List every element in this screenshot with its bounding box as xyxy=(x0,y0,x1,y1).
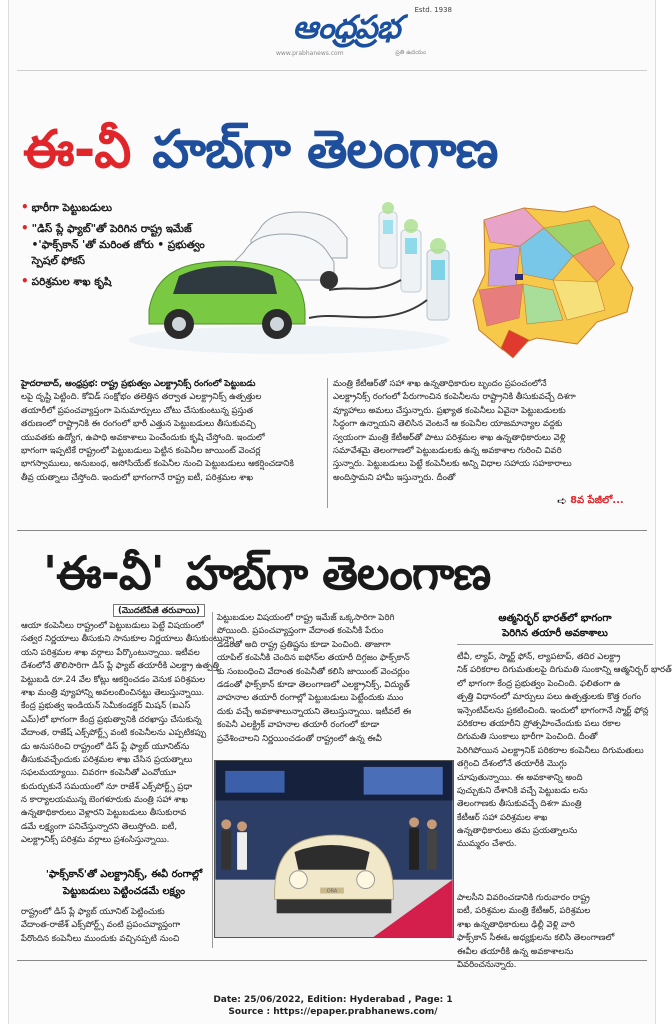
article-text-line: తీవ్ర యత్నాలు చేస్తోంది. ఇందులో భాగంగానే రాష్ట్ర ఐటీ, పరిశ్రమల శాఖ xyxy=(21,472,254,483)
sidebar-text-line xyxy=(457,879,653,892)
logo-tagline-right: ప్రతి ఉదయం xyxy=(395,49,426,56)
article-text-line: భాగంగా ఇప్పటికే రాష్ట్రంలో పెట్టుబడులు పెట్టిన కంపెనీల జాయింట్ వెంచర్ల xyxy=(21,445,261,456)
bullet-dot-icon: • xyxy=(21,274,29,288)
telangana-map-icon xyxy=(473,206,633,358)
masthead-logo[interactable] xyxy=(246,6,452,57)
article-text-line: కేంద్ర ప్రభుత్వ ఇండియన్ సెమీకండక్టర్ మిషన్ (ఐఎస్ xyxy=(21,701,191,712)
sidebar-text-line: చూపుతున్నాయి. ఈ అవకాశాన్ని అంది xyxy=(457,772,583,783)
sidebar-text-line: తెలంగాణకు తీసుకువచ్చే దిశగా మంత్రి xyxy=(457,799,582,810)
page-footer xyxy=(9,994,657,1018)
article-text-line: డమే లక్ష్యంగా పనిచేస్తున్నారని తెలుస్తోంది. ఐటీ, xyxy=(21,821,178,832)
article-text-line: డడంతో ఫాక్స్‌కాన్ కూడా తెలంగాణలో ఎలక్ట్రానిక్స్, విద్యుత్ xyxy=(217,679,410,690)
sidebar-text-line: శాఖ ఉన్నతాధికారులు ఢిల్లీ వెళ్లి వారి xyxy=(457,919,575,930)
sidebar-text-line: ఫాక్స్‌కాన్ సీఈఓ అధ్యక్షులను కలిసి తెలంగాణలో xyxy=(457,933,615,944)
article-text-line: ఉన్నతాధికారులు వెళ్లారని పెట్టుబడులు తీసుకురావ xyxy=(21,808,187,819)
article-text-line: యువతకు ఉద్యోగ, ఉపాధి అవకాశాలు పెంచేందుకు కృషి చేస్తోంది. ఇందులో xyxy=(21,432,265,443)
bullet-dot-icon: • xyxy=(21,221,29,235)
sidebar-text-line: లో భాగంగా కేంద్ర ప్రభుత్వం పెంచింది. ఫలితంగా ఉ xyxy=(457,678,621,689)
article-text-line: సమావేశమై తెలంగాణలో పెట్టుబడులకు ఉన్న అవకాశాల గురించి వివరి xyxy=(333,445,562,456)
sidebar-text-line: వివరించనున్నారు. xyxy=(457,959,517,970)
article-text-line: మంత్రి కేటీఆర్‌తో సహా శాఖ ఉన్నతాధికారుల బృందం ప్రపంచంలోనే xyxy=(333,379,547,389)
article-text-line: ప్రవేశించాలని నిర్ణయించడంతో రాష్ట్రంలో ఉన్న ఈవీ xyxy=(217,733,382,744)
article-text-line: దుకు వచ్చే అవకాశాలున్నాయని తెలుస్తున్నాయి. ఇటీవలే ఈ xyxy=(217,706,412,717)
sidebar-text-line: ఐటీ, పరిశ్రమల మంత్రి కేటీఆర్, పరిశ్రమల xyxy=(457,906,591,917)
article-text-line: కుదుర్చుకునే సమయంలో నూ రాజేశ్ ఎక్స్‌పోర్ట్స్ ప్రధా xyxy=(21,781,193,792)
hero-illustration xyxy=(139,190,659,360)
article-text-line: డు అనుసరించి రాష్ట్రంలో డిస్ ప్లే ఫ్యాబ్ యూనిట్‌ను xyxy=(21,741,190,752)
article-text-line: లపై దృష్టి పెట్టింది. కోవిడ్ సంక్షోభం తలెత్తిన తర్వాత ఎలక్ట్రానిక్స్ ఉత్పత్తుల xyxy=(21,392,262,403)
sidebar-text-line: పుచ్చుకుని దేశానికి వచ్చే పెట్టుబడు లను xyxy=(457,785,588,796)
headline2-ev: 'ఈ-వీ' xyxy=(43,546,164,600)
column-divider xyxy=(212,612,213,948)
article-text-line: న కార్యాలయమున్న బెంగళూరుకు మంత్రి సహా శాఖ xyxy=(21,795,188,806)
sidebar-heading: ఆత్మనిర్భర్ భారత్‌లో భాగంగా పెరిగిన తయారీ అవకాశాలు xyxy=(457,611,653,645)
sidebar-text-line: టీవీ, ల్యాప్, స్మార్ట్ ఫోన్, ల్యాపటాప్, తదిర ఎలక్ట్రా xyxy=(457,652,621,662)
headline2-hub-telangana: హబ్‌గా తెలంగాణ xyxy=(185,546,491,600)
main-headline xyxy=(23,120,643,192)
footer-divider xyxy=(17,960,647,961)
sidebar-text-line: ఉన్నతాధికారులు తమ ప్రయత్నాలను xyxy=(457,826,578,837)
article-text-line: ఆయా కంపెనీలు రాష్ట్రంలో పెట్టుబడులు పెట్టే విషయంలో xyxy=(21,621,204,631)
cream-car-icon xyxy=(275,835,394,913)
sidebar-text-line xyxy=(457,852,653,865)
article-text-line: పోయింది. ప్రపంచవ్యాప్తంగా వేదాంత కంపెనీకి పేరుం xyxy=(217,626,384,637)
headline-hub-telangana: హబ్‌గా తెలంగాణ xyxy=(152,119,498,180)
arrow-right-icon: ➪ xyxy=(557,494,568,508)
masthead xyxy=(9,0,657,68)
sidebar-body xyxy=(457,651,672,972)
bullet-item: • భారీగా పెట్టుబడులు xyxy=(21,200,113,214)
bullet-item: • పరిశ్రమల శాఖ కృషి xyxy=(21,274,112,288)
continued-on-page[interactable] xyxy=(557,494,624,508)
ev-car-photo xyxy=(214,760,454,938)
continued-from-byline: (మొదటిపేజీ తరువాయి) xyxy=(113,604,205,617)
logo-text: ఆంధ్రప్రభ xyxy=(292,8,400,46)
article-text-line: వాహనాల తయారీ రంగాల్లో పెట్టుబడులు పెట్టేందుకు ముం xyxy=(217,693,404,704)
article2-column-1-continued xyxy=(21,906,209,946)
article-text-line: ఎలక్ట్రానిక్స్ రంగంలో పేరుగాంచిన కంపెనీలను రాష్ట్రానికి తీసుకువచ్చే దిశగా xyxy=(333,392,576,403)
sidebar-text-line: ఇన్సెంటివ్‌లను ప్రకటించింది. ఇందులో భాగంగానే స్మార్ట్ ఫోన్ల xyxy=(457,705,649,716)
article-text-line: కంపెనీ ఎలక్ట్రిక్ వాహనాల తయారీ రంగంలో కూడా xyxy=(217,720,380,731)
article-text-line: సత్వర నిర్ణయాలు తీసుకుని సానుకూల నిర్ణయాలు తీసుకుంటున్నా xyxy=(21,634,235,645)
article-text-line: శాఖ మంత్రి వ్యూహాన్ని అవలంబించినట్టు తెలుస్తున్నాయి. xyxy=(21,687,205,698)
bullet-item: • "డిస్ ప్లే ఫ్యాబ్"తో పెరిగిన రాష్ట్ర ఇమేజ్ •'ఫాక్స్‌కాన్ 'తో మరింత జోరు • ప్రభుత్వం స్పెషల్ ఫోకస్ xyxy=(21,221,205,267)
article-text-line: దేశంలోనే తొలిసారిగా డిస్ ప్లే ఫ్యాబ్ తయారీకి ఎలక్ట్రా ఉత్పత్తి xyxy=(21,661,220,672)
article2-column-2 xyxy=(217,612,453,746)
article2-column-1 xyxy=(21,620,235,848)
article-text-line: ఎమ్)లో భాగంగా కేంద్ర ప్రభుత్వానికి దరఖాస్తు చేసుకున్న xyxy=(21,714,202,725)
sidebar-box xyxy=(457,611,672,981)
source-link[interactable]: Source : https://epaper.prabhanews.com/ xyxy=(228,1007,438,1017)
sidebar-text-line: త్పత్తి విధానంలో మార్పులు పలు ఉత్పత్తులకు కొత్త రంగం xyxy=(457,692,641,703)
article-text-line: డడంతో అది రాష్ట్ర ప్రతిష్టను కూడా పెంచింది. తాజాగా xyxy=(217,639,391,650)
column-divider xyxy=(327,378,328,508)
article-text-line: పెట్టుబడుల విషయంలో రాష్ట్ర ఇమేజ్ ఒక్కసారిగా పెరిగి xyxy=(217,613,395,623)
headline-ev: ఈ-వీ xyxy=(23,119,131,180)
article-text-line: వ్యూహాలు అమలు చేస్తున్నారు. ప్రఖ్యాత కంపెనీలు ఏవైనా పెట్టుబడులకు xyxy=(333,405,566,416)
article-text-line: పేరొందిన కంపెనీలు ముందుకు వచ్చినప్పటి నుంచి xyxy=(21,933,180,944)
article2-subheading: 'ఫాక్స్‌కాన్'తో ఎలక్ట్రానిక్స్, ఈవీ రంగాల్లో పెట్టుబడులు పెట్టించడమే లక్ష్యం xyxy=(45,869,203,897)
article-text-line: ఎలక్ట్రానిక్స్ పరిశ్రమ వర్గాలు ప్రశంసిస్తున్నాయి. xyxy=(21,835,170,846)
article-text-line: యాపిల్ కంపెనీకి చెందిన ఐఫోన్‌ల తయారీ దిగ్గజం ఫాక్స్‌కాన్ xyxy=(217,653,410,664)
sidebar-text-line: కేటీఆర్ సహా పరిశ్రమల శాఖ xyxy=(457,812,548,823)
continued-label: 8వ పేజీలో... xyxy=(570,495,624,506)
sidebar-text-line: పెరిగిపోయిన ఎలక్ట్రానిక్ పరికరాల కంపెనీలు దిగుమతులు xyxy=(457,745,644,756)
article-text-line: తీసుకువచ్చేందుకు పరిశ్రమల శాఖ చేసిన ప్రయత్నాలు xyxy=(21,754,193,765)
sidebar-text-line: పరికరాల తయారీని ప్రోత్సహించేందుకు పలు రకాల xyxy=(457,718,621,729)
car-badge: ORA xyxy=(326,888,338,895)
sidebar-text-line: నిక్ పరికరాల దిగుమతులపై దిగుమతి సుంకాన్ని ఆత్మనిర్భర్ భారత్ xyxy=(457,665,672,676)
second-headline xyxy=(43,548,643,610)
section-divider xyxy=(17,530,647,531)
headline-bullets xyxy=(21,200,206,295)
article-text-line: పెట్టుబడి రూ.24 వేల కోట్లు ఆకర్షించడం వెనుక పరిశ్రమల xyxy=(21,674,206,685)
article-text-line: యని పరిశ్రమల శాఖ వర్గాలు పేర్కొంటున్నాయి. ఇటీవల xyxy=(21,647,200,658)
article-text-line: కు సంబంధించి వేదాంత కంపెనీతో కలిసి జాయింట్ వెంచర్లుం xyxy=(217,666,410,677)
article1-left-column xyxy=(21,378,321,485)
article-text-line: సిద్ధంగా ఉన్నాయని తెలిసిన వెంటనే ఆ కంపెనీల యాజమాన్యాల వద్దకు xyxy=(333,419,563,430)
sidebar-text-line xyxy=(457,865,653,878)
article1-right-column xyxy=(333,378,649,485)
newspaper-page xyxy=(8,0,672,1024)
sidebar-text-line: ముమ్మరం చేశారు. xyxy=(457,839,517,850)
masthead-divider xyxy=(17,70,647,71)
article-text-line: తరుణంలో రాష్ట్రానికి ఈ రంగంలో భారీ ఎత్తున పెట్టుబడులు తీసుకువచ్చి xyxy=(21,419,256,430)
article-text-line: వేదాంత-రాజేశ్ ఎక్స్‌పోర్ట్స్ వంటి ప్రపంచవ్యాప్తంగా xyxy=(21,920,181,931)
ev-illustration xyxy=(139,190,659,360)
article-text-line: భాగస్వాములు, అనుబంధ, అసోసియేట్ కంపెనీల నుంచి పెట్టుబడులు ఆకర్షించడానికి xyxy=(21,459,294,470)
article-text-line: సఫలమయ్యాయి. చివరగా కంపెనీతో ఎంవోయూ xyxy=(21,768,177,779)
article-text-line: స్తున్నారు. పెట్టుబడులు పెట్టే కంపెనీలకు అన్ని విధాల సహాయ సహకారాలు xyxy=(333,459,572,470)
edition-info: Date: 25/06/2022, Edition: Hyderabad , Page: 1 xyxy=(213,995,453,1005)
sidebar-text-line: ఈవీల తయారీకి ఉన్న అవకాశాలను xyxy=(457,946,574,957)
sidebar-text-line: దిగుమతి సుంకాలు భారీగా పెంచింది. దీంతో xyxy=(457,732,598,743)
logo-tagline-left: www.prabhanews.com xyxy=(276,50,344,57)
car-showroom-image xyxy=(215,761,453,937)
article-text-line: వేదాంత, రాజేష్ ఎక్స్‌పోర్ట్స్ వంటి కంపెనీలను ఎప్పటికప్పు xyxy=(21,728,207,739)
article-text-line: తయారీలో ప్రపంచవ్యాప్తంగా పెనుమార్పులు చోటు చేసుకుంటున్న ప్రస్తుత xyxy=(21,405,254,416)
article-text-line: అందిస్తామని హామీ ఇస్తున్నారు. దీంతో xyxy=(333,472,456,483)
article-text-line: స్వయంగా మంత్రి కేటీఆర్‌తో పాటు పరిశ్రమల శాఖ ఉన్నతాధికారులు వెళ్లి xyxy=(333,432,566,443)
sidebar-text-line: తగ్గించి దేశంలోనే తయారీకి మొగ్గు xyxy=(457,759,567,770)
article-text-line: హైదరాబాద్, ఆంధ్రప్రభ: రాష్ట్ర ప్రభుత్వం ఎలక్ట్రానిక్స్ రంగంలో పెట్టుబడు xyxy=(21,379,256,389)
article-text-line: రాష్ట్రంలో డిస్ ప్లే ఫ్యాబ్ యూనిట్ పెట్టించుకు xyxy=(21,907,165,917)
sidebar-text-line: పాలసీని వివరించడానికి గురువారం రాష్ట్ర xyxy=(457,893,590,904)
bullet-dot-icon: • xyxy=(21,200,29,214)
logo-established: Estd. 1938 xyxy=(414,6,452,14)
